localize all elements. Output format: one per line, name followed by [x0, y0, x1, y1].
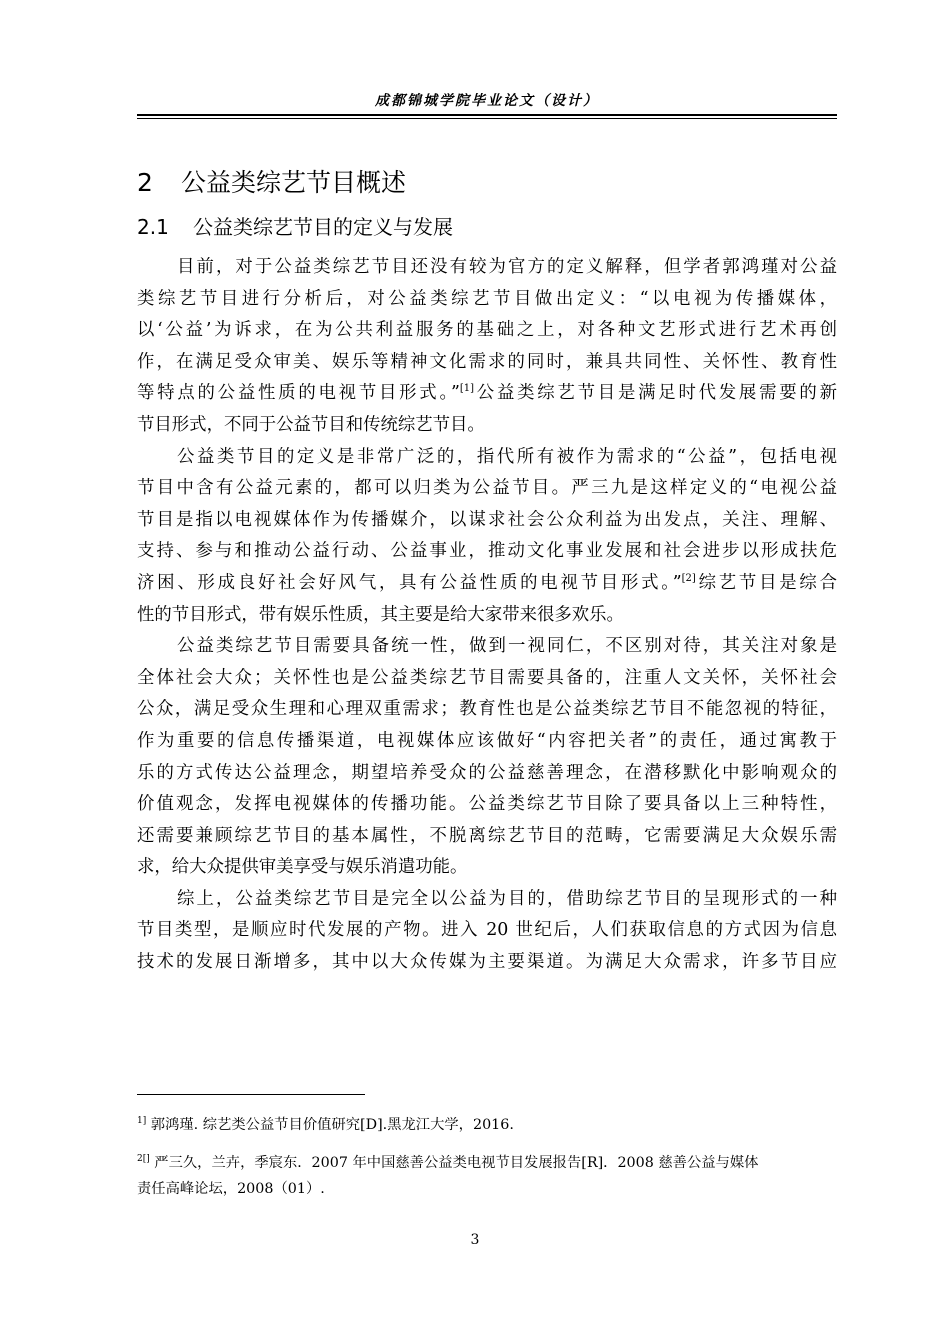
footnote-mark: 2[]: [137, 1154, 150, 1164]
footnote-mark: 1]: [137, 1116, 147, 1126]
text-line: 节目中含有公益元素的，都可以归类为公益节目。严三九是这样定义的“电视公益: [137, 478, 837, 499]
text-line: 公益类节目的定义是非常广泛的，指代所有被作为需求的“公益”，包括电视: [177, 446, 837, 467]
section-title: 公益类综艺节目的定义与发展: [193, 215, 453, 239]
running-header: 成都锦城学院毕业论文（设计）: [375, 93, 599, 109]
text-line: 公益类综艺节目需要具备统一性，做到一视同仁，不区别对待，其关注对象是: [177, 636, 837, 657]
text-line-with-citation: [137, 568, 837, 600]
text-line-with-citation: [137, 378, 837, 410]
text-line: 全体社会大众；关怀性也是公益类综艺节目需要具备的，注重人文关怀，关怀社会: [137, 667, 837, 688]
text-line: 节目形式，不同于公益节目和传统综艺节目。: [137, 414, 485, 435]
chapter-title: 公益类综艺节目概述: [181, 168, 407, 197]
text-line: 目前，对于公益类综艺节目还没有较为官方的定义解释，但学者郭鸿瑾对公益: [177, 257, 837, 277]
text-line: 性的节目形式，带有娱乐性质，其主要是给大家带来很多欢乐。: [137, 604, 624, 625]
text-line: 节目是指以电视媒体作为传播媒介，以谋求社会公众利益为出发点，关注、理解、: [137, 509, 837, 530]
paragraph: [137, 252, 837, 442]
text-line: 还需要兼顾综艺节目的基本属性，不脱离综艺节目的范畴，它需要满足大众娱乐需: [137, 825, 837, 846]
page-number: 3: [470, 1232, 480, 1248]
text-line: 技术的发展日渐增多，其中以大众传媒为主要渠道。为满足大众需求，许多节目应: [137, 952, 837, 973]
paragraph: [137, 442, 837, 632]
chapter-heading: [137, 166, 837, 200]
text-line: 以‘公益’为诉求，在为公共利益服务的基础之上，对各种文艺形式进行艺术再创: [137, 320, 837, 341]
footnote-separator: [137, 1094, 365, 1095]
footnote-line: [137, 1112, 837, 1138]
footnote: [137, 1150, 837, 1202]
footnote-text: 严三久，兰卉，季宸东．2007 年中国慈善公益类电视节目发展报告[R]．2008 慈善公益与媒体: [154, 1155, 759, 1171]
header-rule-thin: [137, 118, 837, 119]
text-line: 作，在满足受众审美、娱乐等精神文化需求的同时，兼具共同性、关怀性、教育性: [137, 351, 837, 372]
text-line: 价值观念，发挥电视媒体的传播功能。公益类综艺节目除了要具备以上三种特性，: [137, 794, 837, 815]
text-line: 综上，公益类综艺节目是完全以公益为目的，借助综艺节目的呈现形式的一种: [177, 888, 837, 909]
section-heading: [137, 212, 837, 242]
text-segment: 济困、形成良好社会好风气，具有公益性质的电视节目形式。”: [137, 572, 682, 593]
text-line: 乐的方式传达公益理念，期望培养受众的公益慈善理念，在潜移默化中影响观众的: [137, 762, 837, 783]
chapter-number: 2: [137, 168, 153, 197]
citation-ref: [1]: [459, 383, 475, 395]
footnote-text: 郭鸿瑾. 综艺类公益节目价值研究[D].黑龙江大学，2016.: [150, 1117, 514, 1133]
footnote: [137, 1112, 837, 1138]
footnote-text: 责任高峰论坛，2008（01）.: [137, 1181, 325, 1197]
text-line: 类综艺节目进行分析后，对公益类综艺节目做出定义：“以电视为传播媒体，: [137, 288, 837, 309]
text-line: 支持、参与和推动公益行动、公益事业，推动文化事业发展和社会进步以形成扶危: [137, 541, 837, 562]
citation-ref: [2]: [681, 572, 696, 584]
text-line: 作为重要的信息传播渠道，电视媒体应该做好“内容把关者”的责任，通过寓教于: [137, 730, 837, 751]
text-line: 公众，满足受众生理和心理双重需求；教育性也是公益类综艺节目不能忽视的特征，: [137, 699, 837, 720]
footnote-line: [137, 1150, 837, 1176]
paragraph: [137, 884, 837, 979]
section-number: 2.1: [137, 215, 169, 239]
header-rule: [137, 114, 837, 116]
text-segment: 公益类综艺节目是满足时代发展需要的新: [474, 383, 837, 404]
paragraph: [137, 631, 837, 884]
text-line: 求，给大众提供审美享受与娱乐消遣功能。: [137, 857, 468, 878]
body-text: [137, 252, 837, 979]
text-line: 节目类型，是顺应时代发展的产物。进入 20 世纪后，人们获取信息的方式因为信息: [137, 920, 837, 941]
text-segment: 等特点的公益性质的电视节目形式。”: [137, 383, 460, 404]
text-segment: 综艺节目是综合: [695, 572, 837, 593]
